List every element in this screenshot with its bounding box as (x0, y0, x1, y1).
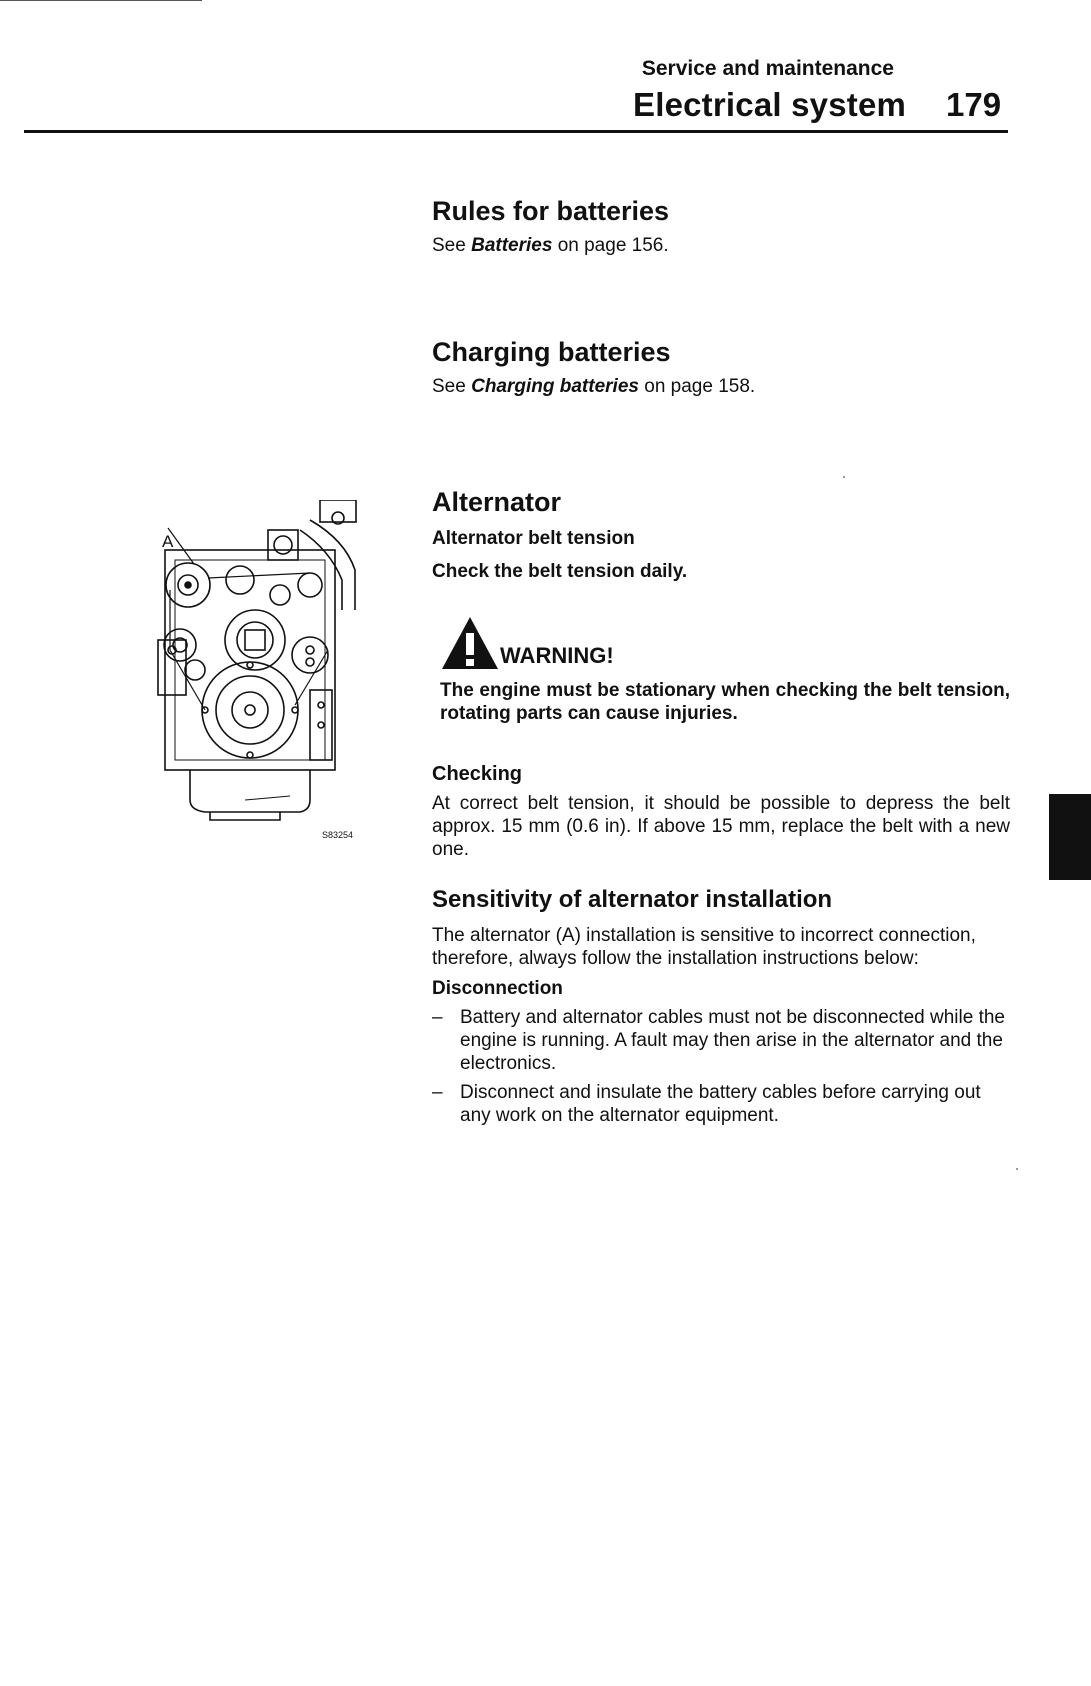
figure-code: S83254 (322, 830, 354, 840)
engine-illustration (150, 500, 390, 860)
chapter-tab-marker (1049, 794, 1091, 880)
section-heading: Charging batteries (432, 337, 671, 367)
section-heading: Rules for batteries (432, 196, 670, 226)
checking-subsection (432, 763, 1010, 861)
warning-triangle-icon (440, 615, 500, 671)
scan-speck (843, 476, 845, 478)
reference-link[interactable]: Batteries (471, 235, 553, 256)
belt-tension-label: Alternator belt tension (432, 528, 635, 549)
cross-reference: See Charging batteries on page 158. (432, 376, 756, 397)
section-charging-batteries (432, 337, 1012, 398)
header-divider (24, 130, 1008, 133)
warning-box (440, 615, 1010, 725)
section-alternator (432, 487, 1012, 583)
checking-paragraph: At correct belt tension, it should be possible to depress the belt approx. 15 mm (0.6 in). If above 15 mm, replace the belt with a new one. (432, 793, 1010, 860)
disconnection-heading: Disconnection (432, 978, 563, 999)
header-section-title: Service and maintenance (641, 57, 894, 80)
subsection-heading: Checking (432, 763, 523, 785)
page-title: Electrical system (633, 86, 907, 123)
list-item: – Battery and alternator cables must not be disconnected while the engine is running. A fault may then arise in the alternator and the electronics. (432, 1007, 1005, 1074)
page-number: 179 (946, 86, 1002, 123)
warning-text: The engine must be stationary when checking the belt tension, rotating parts can cause injuries. (440, 680, 1010, 724)
top-edge-rule (0, 0, 202, 1)
scan-speck (1016, 1168, 1018, 1170)
list-item: – Disconnect and insulate the battery cables before carrying out any work on the alternator equipment. (432, 1082, 981, 1126)
figure-callout-letter: A (162, 532, 174, 551)
intro-paragraph: The alternator (A) installation is sensitive to incorrect connection, therefore, always follow the installation instructions below: (432, 925, 976, 969)
section-rules-for-batteries (432, 196, 1012, 257)
section-heading: Sensitivity of alternator installation (432, 886, 833, 913)
reference-link[interactable]: Charging batteries (471, 376, 639, 397)
instruction-list (432, 1006, 1010, 1127)
cross-reference: See Batteries on page 156. (432, 235, 669, 256)
daily-check-note: Check the belt tension daily. (432, 561, 688, 582)
section-heading: Alternator (432, 487, 562, 517)
warning-label: WARNING! (500, 643, 614, 668)
section-sensitivity (432, 886, 1010, 1133)
